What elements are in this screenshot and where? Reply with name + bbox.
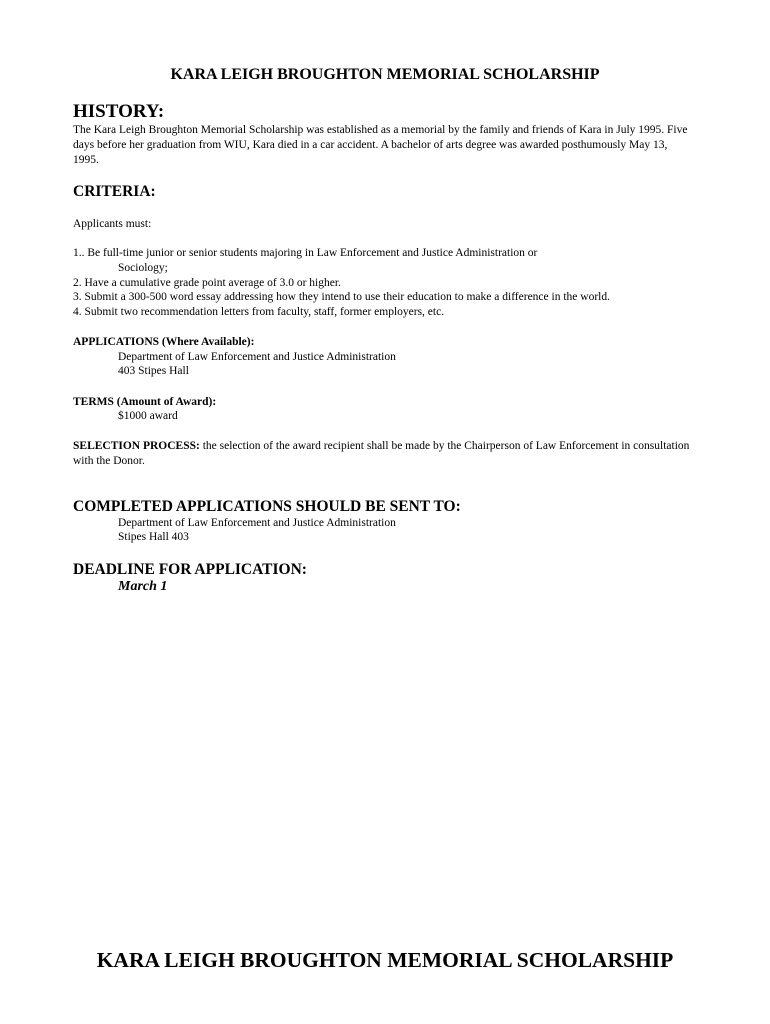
criteria-heading: CRITERIA: (73, 183, 156, 200)
page-title: KARA LEIGH BROUGHTON MEMORIAL SCHOLARSHIP (170, 66, 600, 83)
history-heading: HISTORY: (73, 101, 165, 122)
selection-process (73, 439, 695, 469)
criteria-item: 3. Submit a 300-500 word essay addressing how they intend to use their education to make a difference in the world. (73, 291, 610, 303)
terms-label: TERMS (Amount of Award): (73, 396, 217, 408)
criteria-item: 2. Have a cumulative grade point average of 3.0 or higher. (73, 277, 341, 289)
criteria-item: 1.. Be full-time junior or senior students majoring in Law Enforcement and Justice Administration or (73, 247, 538, 259)
history-text: The Kara Leigh Broughton Memorial Scholarship was established as a memorial by the family and friends of Kara in July 1995. Five days before her graduation from WIU, Kara died in a car accident. A bachelor of arts degree was awarded posthumously May 13, 1995. (73, 124, 688, 166)
completed-heading: COMPLETED APPLICATIONS SHOULD BE SENT TO: (73, 498, 461, 515)
completed-line: Stipes Hall 403 (118, 531, 189, 543)
selection-text: the selection of the award recipient shall be made by the Chairperson of Law Enforcement in consultation with the Donor. (73, 440, 690, 467)
applications-label: APPLICATIONS (Where Available): (73, 336, 255, 348)
criteria-item: 4. Submit two recommendation letters from faculty, staff, former employers, etc. (73, 306, 445, 318)
selection-label: SELECTION PROCESS: (73, 440, 200, 452)
applications-line: Department of Law Enforcement and Justice Administration (118, 351, 396, 363)
criteria-item-continuation: Sociology; (118, 262, 168, 274)
footer-title: KARA LEIGH BROUGHTON MEMORIAL SCHOLARSHIP (96, 948, 674, 972)
completed-line: Department of Law Enforcement and Justice Administration (118, 517, 396, 529)
deadline-heading: DEADLINE FOR APPLICATION: (73, 561, 307, 578)
applications-line: 403 Stipes Hall (118, 365, 189, 377)
terms-amount: $1000 award (118, 410, 178, 422)
deadline-date: March 1 (118, 579, 168, 594)
criteria-intro: Applicants must: (73, 218, 152, 230)
